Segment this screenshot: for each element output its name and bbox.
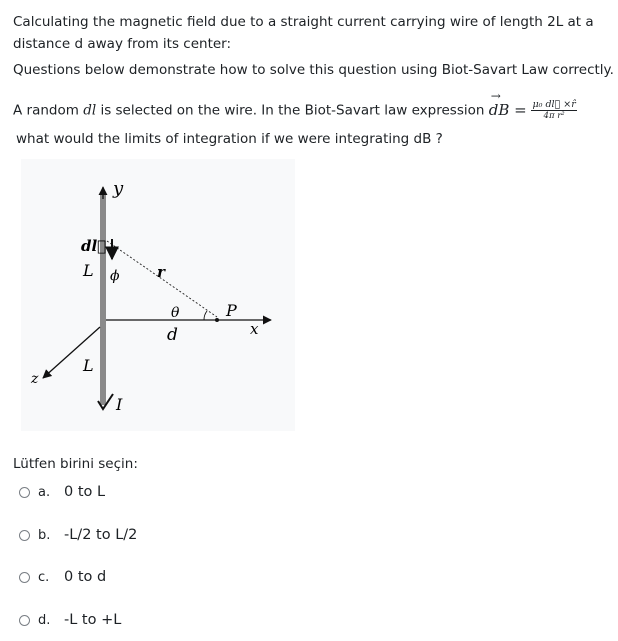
dl-symbol: dl — [83, 102, 97, 119]
wire-diagram-svg — [21, 159, 295, 431]
p-label: P — [226, 301, 237, 320]
phi-label: ϕ — [110, 268, 120, 284]
z-label: z — [31, 371, 39, 387]
dl-label: dl⃗ — [81, 237, 107, 255]
option-d-text[interactable]: -L to +L — [64, 612, 122, 628]
vector-arrow-icon: → — [490, 88, 501, 103]
option-c-letter: c. — [38, 569, 50, 585]
formula-equals: = — [509, 100, 532, 119]
question-line — [13, 88, 577, 122]
d-label: d — [167, 325, 178, 345]
option-b[interactable] — [19, 525, 137, 545]
y-label: y — [113, 178, 124, 199]
theta-arc — [204, 311, 207, 320]
formula-fraction — [531, 99, 576, 122]
option-a-letter: a. — [38, 484, 51, 500]
question-line-before: A random — [13, 102, 84, 119]
x-label: x — [250, 320, 259, 338]
question-subtitle: Questions below demonstrate how to solve this question using Biot-Savart Law correctly. — [13, 62, 614, 78]
l-top-label: L — [83, 261, 94, 280]
radio-c[interactable] — [19, 572, 30, 583]
option-d-letter: d. — [38, 612, 51, 628]
point-p — [215, 318, 219, 322]
l-bottom-label: L — [83, 356, 94, 375]
radio-a[interactable] — [19, 487, 30, 498]
radio-d[interactable] — [19, 615, 30, 626]
wire — [100, 195, 106, 405]
choose-prompt: Lütfen birini seçin: — [13, 456, 138, 472]
wire-diagram — [21, 159, 295, 431]
option-b-text[interactable]: -L/2 to L/2 — [64, 527, 138, 543]
option-a-text[interactable]: 0 to L — [64, 484, 106, 500]
formula-denominator: 4π r² — [543, 111, 565, 121]
option-d[interactable] — [19, 610, 121, 630]
option-a[interactable] — [19, 482, 105, 502]
question-line-after: is selected on the wire. In the Biot-Savart law expression — [96, 102, 489, 119]
option-c[interactable] — [19, 567, 106, 587]
formula-lhs-text: dB — [488, 100, 510, 119]
formula-lhs — [488, 88, 510, 119]
radio-b[interactable] — [19, 530, 30, 541]
option-b-letter: b. — [38, 527, 51, 543]
r-label: r — [157, 263, 165, 281]
theta-label: θ — [171, 305, 180, 321]
question-intro: Calculating the magnetic field due to a straight current carrying wire of length 2L at a distance d away from its center: — [13, 14, 594, 52]
formula-numerator: μ₀ dl⃗ ×r̂ — [532, 99, 576, 110]
option-c-text[interactable]: 0 to d — [64, 569, 107, 585]
biot-savart-formula — [488, 88, 577, 121]
i-label: I — [116, 395, 123, 414]
question-ask: what would the limits of integration if we were integrating dB ? — [16, 131, 443, 147]
